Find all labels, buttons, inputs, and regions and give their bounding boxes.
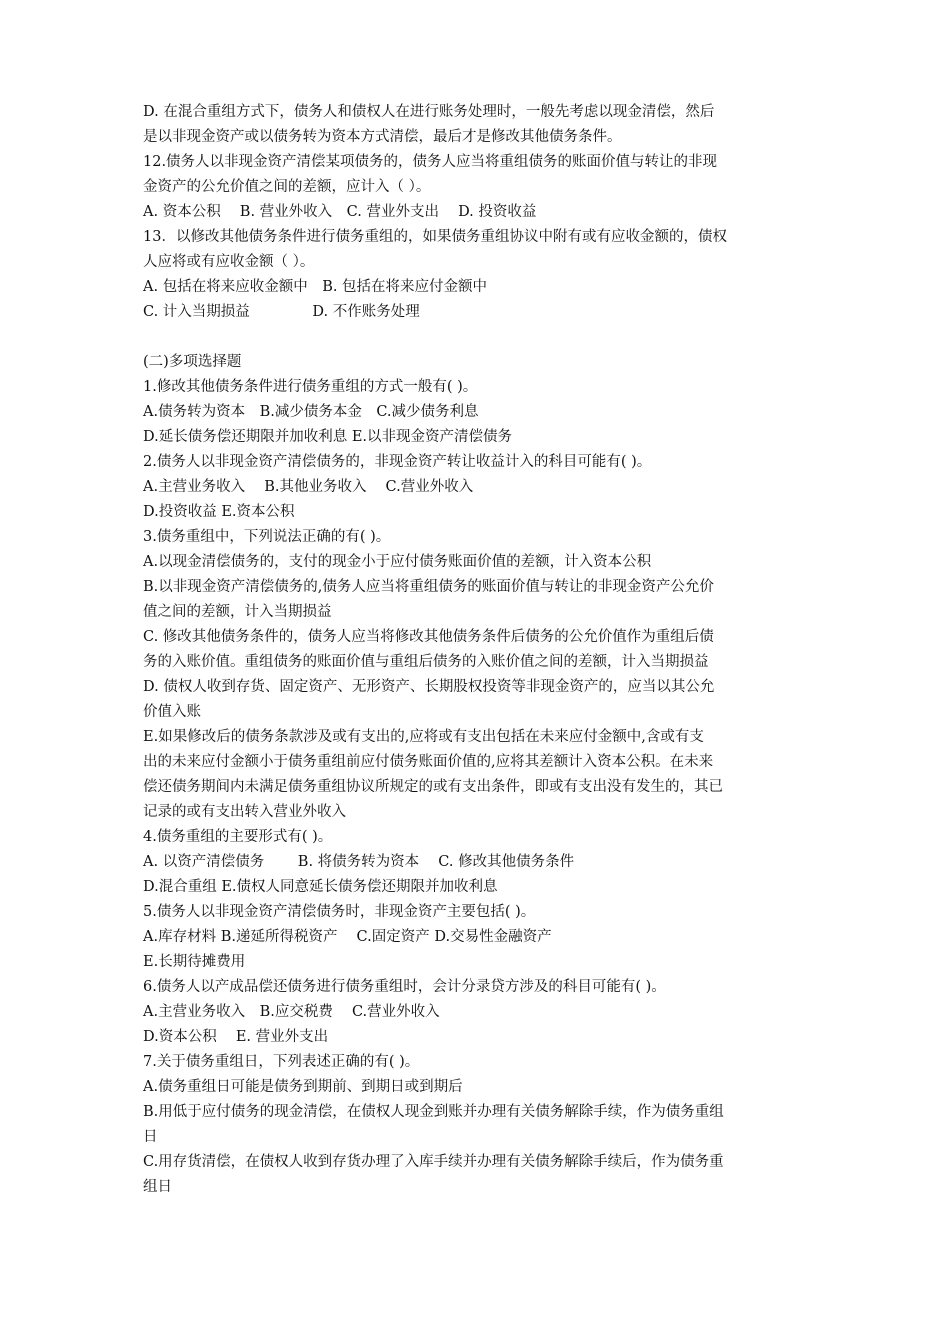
text-line: D. 在混合重组方式下，债务人和债权人在进行账务处理时，一般先考虑以现金清偿，然后	[143, 104, 715, 120]
text-line: 组日	[143, 1179, 172, 1195]
text-line: A.库存材料 B.递延所得税资产 C.固定资产 D.交易性金融资产	[143, 929, 552, 945]
text-line: 2.债务人以非现金资产清偿债务的，非现金资产转让收益计入的科目可能有( )。	[143, 454, 652, 470]
text-line: 记录的或有支出转入营业外收入	[143, 804, 346, 820]
text-line: B.用低于应付债务的现金清偿，在债权人现金到账并办理有关债务解除手续，作为债务重组	[143, 1104, 724, 1120]
text-line: C.用存货清偿，在债权人收到存货办理了入库手续并办理有关债务解除手续后，作为债务重	[143, 1154, 724, 1170]
text-line: D.投资收益 E.资本公积	[143, 504, 295, 520]
text-line: 4.债务重组的主要形式有( )。	[143, 829, 333, 845]
text-line: A. 资本公积 B. 营业外收入 C. 营业外支出 D. 投资收益	[143, 204, 537, 220]
text-line: E.如果修改后的债务条款涉及或有支出的,应将或有支出包括在未来应付金额中,含或有支	[143, 729, 704, 745]
text-line: B.以非现金资产清偿债务的,债务人应当将重组债务的账面价值与转让的非现金资产公允价	[143, 579, 714, 595]
text-line: 值之间的差额，计入当期损益	[143, 604, 332, 620]
text-line: D.延长债务偿还期限并加收利息 E.以非现金资产清偿债务	[143, 429, 513, 445]
text-line: A.主营业务收入 B.应交税费 C.营业外收入	[143, 1004, 440, 1020]
text-line: A.以现金清偿债务的，支付的现金小于应付债务账面价值的差额，计入资本公积	[143, 554, 652, 570]
text-line: 1.修改其他债务条件进行债务重组的方式一般有( )。	[143, 379, 478, 395]
text-line: D.资本公积 E. 营业外支出	[143, 1029, 329, 1045]
text-line: D. 债权人收到存货、固定资产、无形资产、长期股权投资等非现金资产的，应当以其公允	[143, 679, 715, 695]
text-line: A. 包括在将来应收金额中 B. 包括在将来应付金额中	[143, 279, 488, 295]
text-line: A.债务转为资本 B.减少债务本金 C.减少债务利息	[143, 404, 479, 420]
blank-line	[143, 325, 815, 350]
text-line: A. 以资产清偿债务 B. 将债务转为资本 C. 修改其他债务条件	[143, 854, 575, 870]
text-line: C. 计入当期损益 D. 不作账务处理	[143, 304, 420, 320]
text-line: 人应将或有应收金额（ ）。	[143, 254, 315, 270]
text-line: 3.债务重组中，下列说法正确的有( )。	[143, 529, 391, 545]
text-line: 日	[143, 1129, 158, 1145]
text-line: 是以非现金资产或以债务转为资本方式清偿，最后才是修改其他债务条件。	[143, 129, 622, 145]
text-line: 6.债务人以产成品偿还债务进行债务重组时，会计分录贷方涉及的科目可能有( )。	[143, 979, 666, 995]
text-line: 5.债务人以非现金资产清偿债务时，非现金资产主要包括( )。	[143, 904, 536, 920]
text-line: C. 修改其他债务条件的，债务人应当将修改其他债务条件后债务的公允价值作为重组后债	[143, 629, 714, 645]
text-line: A.主营业务收入 B.其他业务收入 C.营业外收入	[143, 479, 474, 495]
text-line: D.混合重组 E.债权人同意延长债务偿还期限并加收利息	[143, 879, 498, 895]
text-line: 7.关于债务重组日，下列表述正确的有( )。	[143, 1054, 420, 1070]
text-line: 价值入账	[143, 704, 201, 720]
text-line: 务的入账价值。重组债务的账面价值与重组后债务的入账价值之间的差额，计入当期损益	[143, 654, 709, 670]
text-line: 13．以修改其他债务条件进行债务重组的，如果债务重组协议中附有或有应收金额的，债权	[143, 229, 727, 245]
text-line: A.债务重组日可能是债务到期前、到期日或到期后	[143, 1079, 463, 1095]
section-heading: (二)多项选择题	[143, 354, 242, 370]
document-page	[143, 100, 815, 1200]
text-line: E.长期待摊费用	[143, 954, 246, 970]
text-line: 12.债务人以非现金资产清偿某项债务的，债务人应当将重组债务的账面价值与转让的非现	[143, 154, 718, 170]
text-line: 出的未来应付金额小于债务重组前应付债务账面价值的,应将其差额计入资本公积。在未来	[143, 754, 714, 770]
text-line: 金资产的公允价值之间的差额，应计入（ ）。	[143, 179, 431, 195]
text-line: 偿还债务期间内未满足债务重组协议所规定的或有支出条件，即或有支出没有发生的，其已	[143, 779, 723, 795]
